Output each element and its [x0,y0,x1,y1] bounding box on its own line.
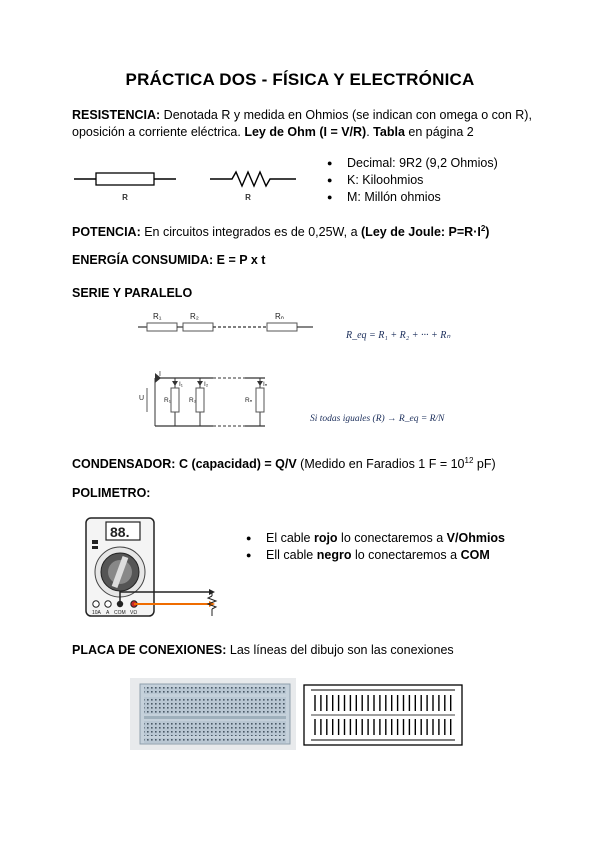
resistencia-text-1: Denotada R y medida en Ohmios (se indican con omega o con R), [160,108,532,122]
list-item: ● Decimal: 9R2 (9,2 Ohmios) [327,155,498,172]
page-title: PRÁCTICA DOS - FÍSICA Y ELECTRÓNICA [125,70,475,89]
resistor-box-label: R [122,193,128,202]
resistor-symbols [72,160,312,210]
series-circuit-diagram [135,308,325,338]
joule-sup: 2 [480,224,486,233]
series-r1-label: R₁ [153,312,162,321]
parallel-formula: Si todas iguales (R) → R_eq = R/N [310,414,445,424]
resistencia-text-2: oposición a corriente eléctrica. [72,125,245,139]
parallel-rn-label: Rₙ [245,397,253,404]
ohm-law: Ley de Ohm (I = V/R) [244,125,367,139]
parallel-r1-label: R₁ [164,397,171,404]
joule-law: (Ley de Joule: P=R·I [361,225,481,240]
resistencia-line-2 [72,124,474,141]
polimetro-bullets [246,530,505,564]
jack-com: COM [114,610,126,616]
list-item: ● M: Millón ohmios [327,189,498,206]
placa-heading: PLACA DE CONEXIONES: [72,643,227,657]
potencia-line [72,220,489,241]
jack-10a: 10A [92,610,101,616]
condensador-sup: 12 [464,456,474,465]
current-label: I [159,371,161,378]
resistor-zigzag-symbol [210,172,296,202]
parallel-i2-label: I₂ [204,381,209,388]
multimeter-illustration [84,516,234,620]
list-item: ● El cable rojo lo conectaremos a V/Ohmios [246,530,505,547]
list-item: ● Ell cable negro lo conectaremos a COM [246,547,505,564]
parallel-in-label: Iₙ [263,381,268,388]
potencia-text: En circuitos integrados es de 0,25W, a [140,225,362,240]
potencia-heading: POTENCIA: [72,225,141,240]
condensador-heading: CONDENSADOR: C (capacidad) = Q/V [72,457,297,472]
placa-line [72,642,454,659]
resistencia-text-3: en página 2 [404,125,474,139]
resistencia-sep: . [366,125,374,139]
resistencia-line-1 [72,107,532,124]
parallel-r2-label: R₂ [189,397,197,404]
polimetro-heading: POLIMETRO: [72,486,151,500]
condensador-unit: pF) [473,457,496,472]
energia-line: ENERGÍA CONSUMIDA: E = P x t [72,253,266,267]
multimeter-display: 88. [110,524,130,540]
resistor-zigzag-label: R [245,193,251,202]
resistencia-heading: RESISTENCIA: [72,108,161,122]
joule-close: ) [485,225,490,240]
serie-heading: SERIE Y PARALELO [72,286,193,300]
series-r2-label: R₂ [190,312,199,321]
tabla-label: Tabla [373,125,405,139]
voltage-label: U [139,395,145,402]
resistencia-bullets [327,155,498,206]
parallel-i1-label: I₁ [179,381,183,388]
jack-vohm: VΩ [130,610,138,616]
parallel-circuit-diagram [135,368,275,436]
condensador-text: (Medido en Faradios 1 F = 10 [296,457,465,472]
breadboard-photo [130,678,296,750]
series-rn-label: Rₙ [275,312,284,321]
list-item: ● K: Kiloohmios [327,172,498,189]
condensador-line [72,452,496,473]
resistor-box-symbol [74,173,176,202]
placa-text: Las líneas del dibujo son las conexiones [226,643,454,657]
breadboard-connections-diagram [303,684,463,746]
jack-a: A [106,610,110,616]
series-formula: R_eq = R₁ + R₂ + ··· + Rₙ [346,330,451,341]
